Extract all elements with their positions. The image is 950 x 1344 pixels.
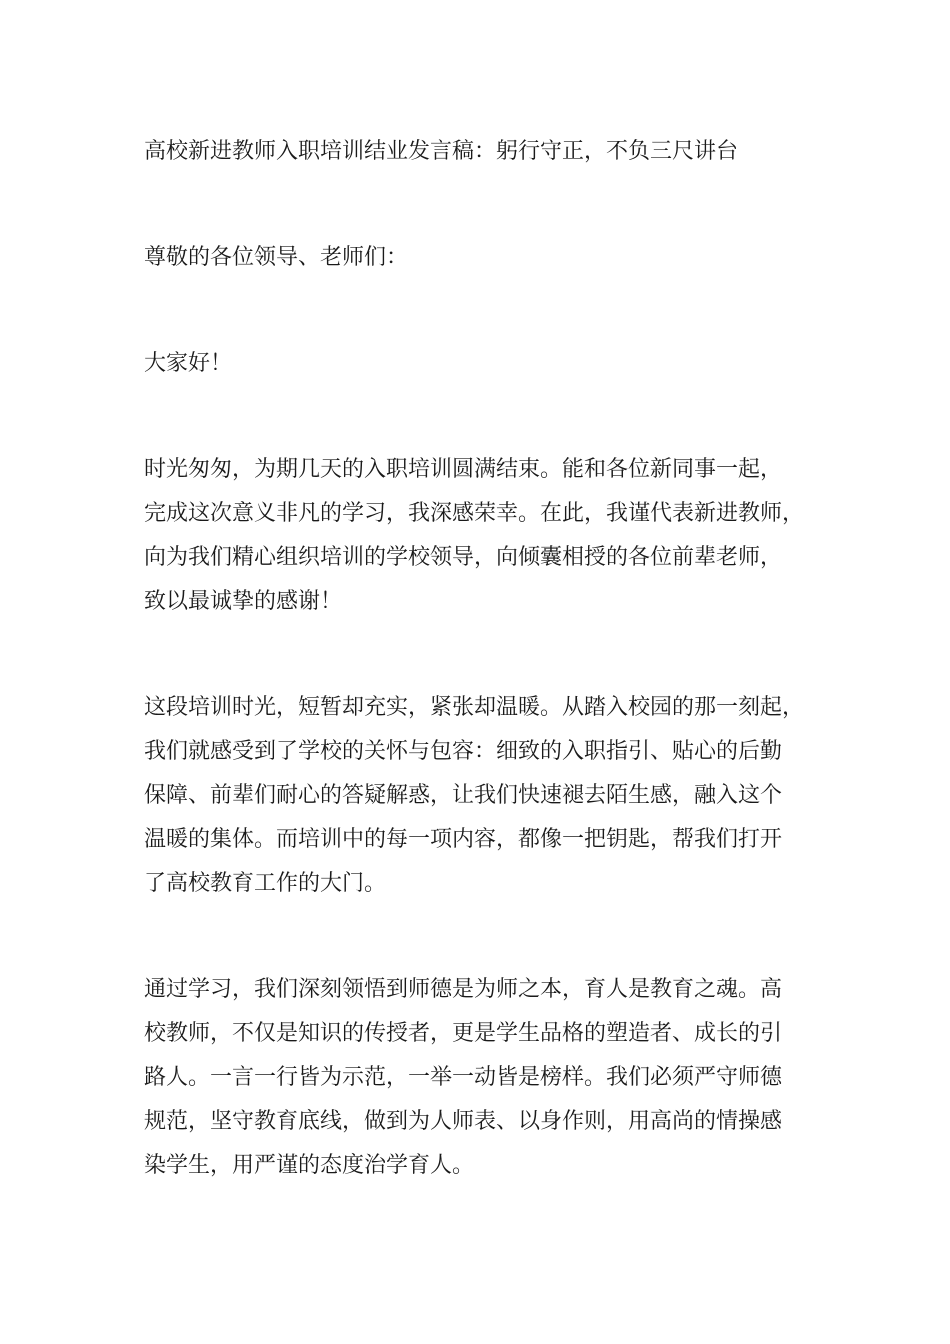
paragraph-line: 保障、前辈们耐心的答疑解惑，让我们快速褪去陌生感，融入这个: [144, 783, 783, 808]
paragraph-line: 温暖的集体。而培训中的每一项内容，都像一把钥匙，帮我们打开: [144, 827, 783, 852]
paragraph-line: 染学生，用严谨的态度治学育人。: [144, 1153, 475, 1178]
document-title: 高校新进教师入职培训结业发言稿：躬行守正，不负三尺讲台: [144, 139, 739, 164]
paragraph-line: 通过学习，我们深刻领悟到师德是为师之本，育人是教育之魂。高: [144, 977, 783, 1002]
paragraph-line: 完成这次意义非凡的学习，我深感荣幸。在此，我谨代表新进教师，: [144, 501, 805, 526]
paragraph-line: 路人。一言一行皆为示范，一举一动皆是榜样。我们必须严守师德: [144, 1065, 783, 1090]
greeting: 大家好！: [144, 351, 233, 376]
document-body: [144, 130, 844, 1250]
paragraph-line: 这段培训时光，短暂却充实，紧张却温暖。从踏入校园的那一刻起，: [144, 695, 805, 720]
paragraph: [144, 448, 844, 624]
paragraph-line: 校教师，不仅是知识的传授者，更是学生品格的塑造者、成长的引: [144, 1021, 783, 1046]
paragraph: [144, 686, 844, 906]
paragraph-line: 时光匆匆，为期几天的入职培训圆满结束。能和各位新同事一起，: [144, 457, 783, 482]
paragraph-line: 我们就感受到了学校的关怀与包容：细致的入职指引、贴心的后勤: [144, 739, 783, 764]
paragraph: [144, 968, 844, 1188]
paragraph-line: 向为我们精心组织培训的学校领导，向倾囊相授的各位前辈老师，: [144, 545, 783, 570]
salutation: 尊敬的各位领导、老师们：: [144, 245, 409, 270]
paragraph-line: 规范，坚守教育底线，做到为人师表、以身作则，用高尚的情操感: [144, 1109, 783, 1134]
paragraph-line: 致以最诚挚的感谢！: [144, 589, 343, 614]
paragraph-line: 了高校教育工作的大门。: [144, 871, 387, 896]
